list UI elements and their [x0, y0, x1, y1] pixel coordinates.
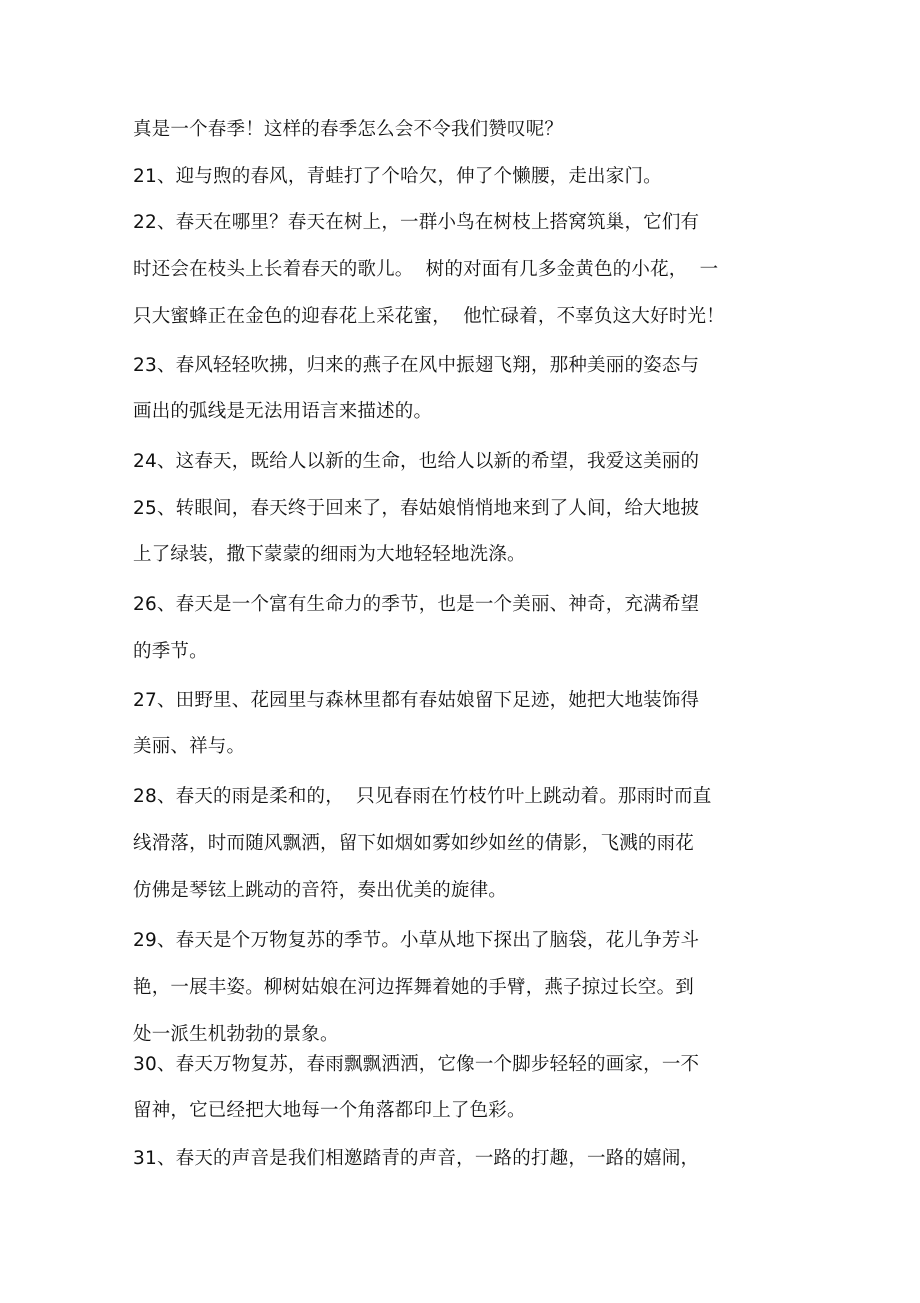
text-line: 仿佛是琴铉上跳动的音符，奏出优美的旋律。 [133, 880, 508, 901]
text-line: 22、春天在哪里？春天在树上，一群小鸟在树枝上搭窝筑巢，它们有 [133, 212, 700, 233]
text-line: 线滑落，时而随风飘洒，留下如烟如雾如纱如丝的倩影，飞溅的雨花 [133, 833, 695, 854]
text-line: 31、春天的声音是我们相邀踏青的声音，一路的打趣，一路的嬉闹， [133, 1148, 700, 1169]
text-line: 的季节。 [133, 641, 208, 662]
text-line: 29、春天是个万物复苏的季节。小草从地下探出了脑袋，花儿争芳斗 [133, 930, 700, 951]
text-line: 画出的弧线是无法用语言来描述的。 [133, 401, 433, 422]
text-line: 21、迎与煦的春风，青蛙打了个哈欠，伸了个懒腰，走出家门。 [133, 166, 662, 187]
text-line: 28、春天的雨是柔和的， 只见春雨在竹枝竹叶上跳动着。那雨时而直 [133, 786, 712, 807]
text-line: 26、春天是一个富有生命力的季节，也是一个美丽、神奇，充满希望 [133, 594, 700, 615]
text-line: 艳，一展丰姿。柳树姑娘在河边挥舞着她的手臂，燕子掠过长空。到 [133, 977, 695, 998]
text-line: 24、这春天，既给人以新的生命，也给人以新的希望，我爱这美丽的 [133, 451, 700, 472]
text-line: 留神，它已经把大地每一个角落都印上了色彩。 [133, 1100, 526, 1121]
text-line: 30、春天万物复苏，春雨飘飘洒洒，它像一个脚步轻轻的画家，一不 [133, 1054, 700, 1075]
text-line: 美丽、祥与。 [133, 736, 246, 757]
text-line: 27、田野里、花园里与森林里都有春姑娘留下足迹，她把大地装饰得 [133, 690, 700, 711]
text-line: 处一派生机勃勃的景象。 [133, 1024, 339, 1045]
text-line: 真是一个春季！这样的春季怎么会不令我们赞叹呢？ [133, 119, 564, 140]
text-line: 23、春风轻轻吹拂，归来的燕子在风中振翅飞翔，那种美丽的姿态与 [133, 355, 700, 376]
text-line: 25、转眼间，春天终于回来了，春姑娘悄悄地来到了人间，给大地披 [133, 498, 700, 519]
text-line: 只大蜜蜂正在金色的迎春花上采花蜜， 他忙碌着，不辜负这大好时光！ [133, 306, 725, 327]
text-line: 时还会在枝头上长着春天的歌儿。 树的对面有几多金黄色的小花， 一 [133, 259, 719, 280]
text-line: 上了绿装，撒下蒙蒙的细雨为大地轻轻地洗涤。 [133, 544, 526, 565]
